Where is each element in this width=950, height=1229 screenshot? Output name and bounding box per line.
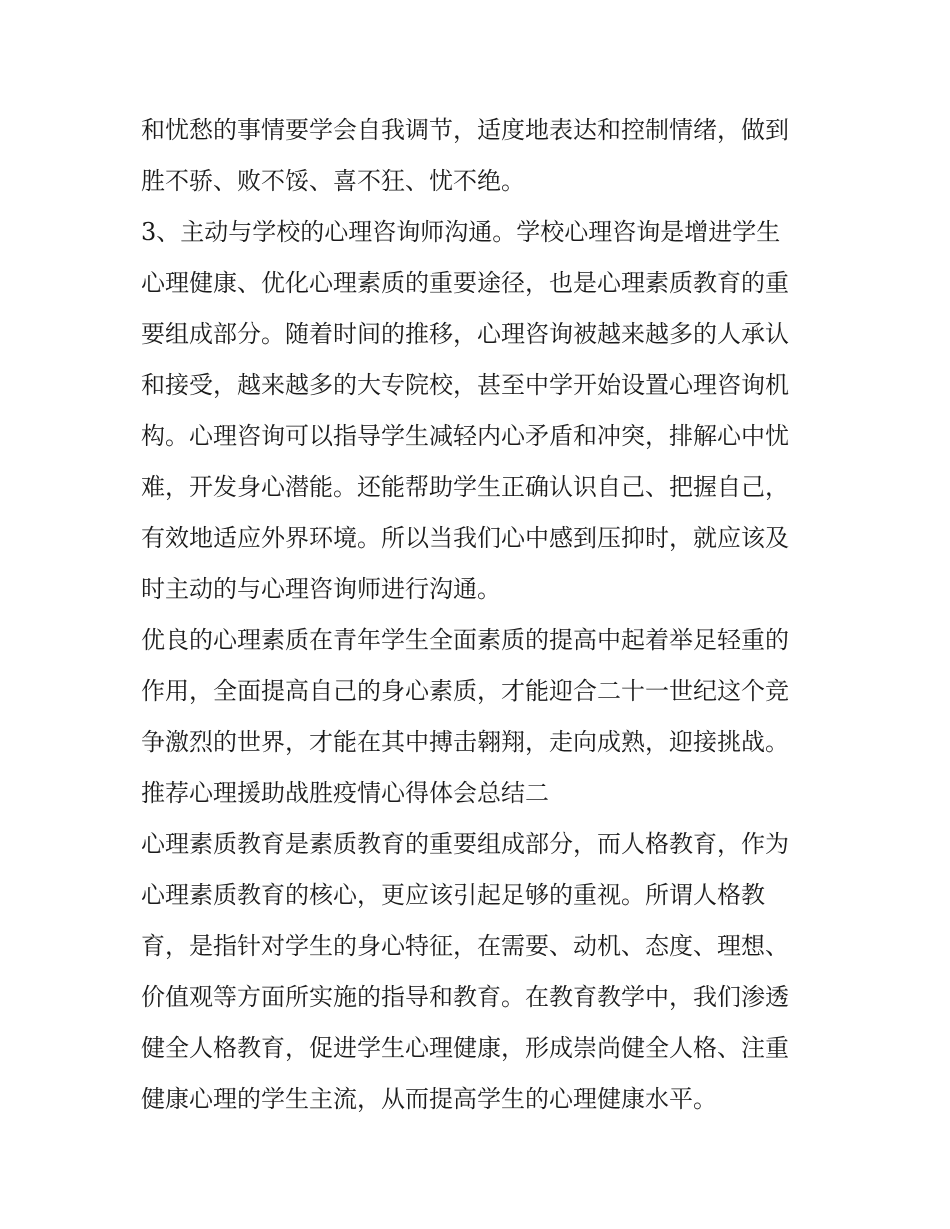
text-line: 时主动的与心理咨询师进行沟通。 bbox=[141, 575, 501, 603]
body-text bbox=[141, 108, 821, 1128]
text-line: 育，是指针对学生的身心特征，在需要、动机、态度、理想、 bbox=[141, 932, 789, 960]
section-heading: 推荐心理援助战胜疫情心得体会总结二 bbox=[141, 779, 549, 807]
text-line: 优良的心理素质在青年学生全面素质的提高中起着举足轻重的 bbox=[141, 626, 789, 654]
text-line: 健全人格教育，促进学生心理健康，形成崇尚健全人格、注重 bbox=[141, 1034, 789, 1062]
text-line: 健康心理的学生主流，从而提高学生的心理健康水平。 bbox=[141, 1085, 717, 1113]
text-line: 争激烈的世界，才能在其中搏击翱翔，走向成熟，迎接挑战。 bbox=[141, 728, 789, 756]
text-line: 有效地适应外界环境。所以当我们心中感到压抑时，就应该及 bbox=[141, 524, 789, 552]
text-line: 要组成部分。随着时间的推移，心理咨询被越来越多的人承认 bbox=[141, 320, 789, 348]
text-line: 3、主动与学校的心理咨询师沟通。学校心理咨询是增进学生 bbox=[141, 218, 781, 246]
text-line: 构。心理咨询可以指导学生减轻内心矛盾和冲突，排解心中忧 bbox=[141, 422, 789, 450]
text-line: 心理健康、优化心理素质的重要途径，也是心理素质教育的重 bbox=[141, 269, 789, 297]
text-line: 和忧愁的事情要学会自我调节，适度地表达和控制情绪，做到 bbox=[141, 116, 789, 144]
text-line: 价值观等方面所实施的指导和教育。在教育教学中，我们渗透 bbox=[141, 983, 789, 1011]
text-line: 心理素质教育是素质教育的重要组成部分，而人格教育，作为 bbox=[141, 830, 789, 858]
text-line: 作用，全面提高自己的身心素质，才能迎合二十一世纪这个竞 bbox=[141, 677, 789, 705]
text-line: 和接受，越来越多的大专院校，甚至中学开始设置心理咨询机 bbox=[141, 371, 789, 399]
text-line: 难，开发身心潜能。还能帮助学生正确认识自己、把握自己， bbox=[141, 473, 789, 501]
text-line: 胜不骄、败不馁、喜不狂、忧不绝。 bbox=[141, 167, 525, 195]
text-line: 心理素质教育的核心，更应该引起足够的重视。所谓人格教 bbox=[141, 881, 765, 909]
